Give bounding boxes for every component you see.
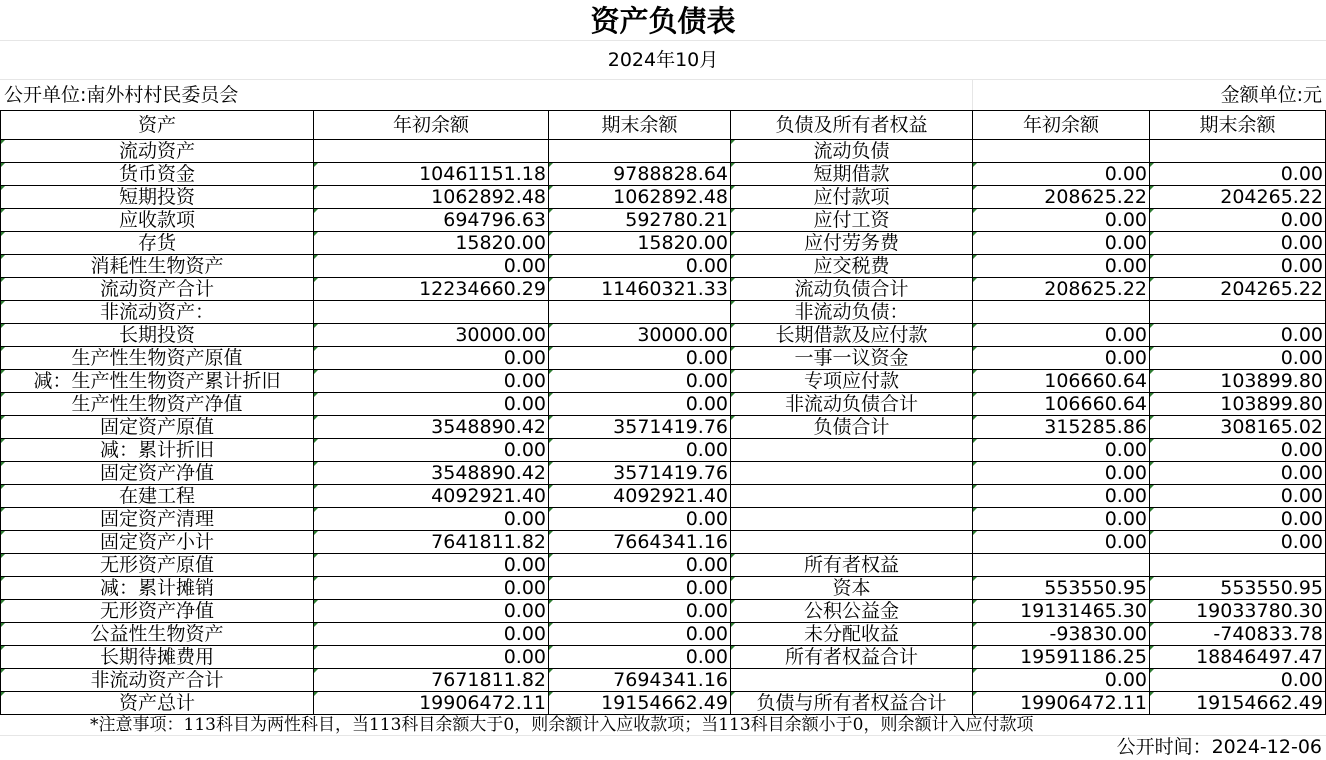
asset-closing-cell[interactable]: 0.00 xyxy=(549,255,731,278)
asset-closing-cell[interactable]: 0.00 xyxy=(549,646,731,669)
asset-item-cell[interactable]: 消耗性生物资产 xyxy=(1,255,314,278)
liability-item-cell[interactable]: 应付劳务费 xyxy=(731,232,973,255)
liability-item-cell[interactable] xyxy=(731,485,973,508)
liability-item-cell[interactable]: 所有者权益合计 xyxy=(731,646,973,669)
liability-opening-cell[interactable]: 0.00 xyxy=(973,531,1150,554)
asset-closing-cell[interactable]: 0.00 xyxy=(549,370,731,393)
table-row xyxy=(1,462,1326,485)
liability-closing-cell[interactable] xyxy=(1150,140,1326,163)
liability-opening-cell[interactable]: 0.00 xyxy=(973,255,1150,278)
liability-closing-cell[interactable]: 103899.80 xyxy=(1150,393,1326,416)
table-row xyxy=(1,416,1326,439)
liability-closing-cell[interactable]: 103899.80 xyxy=(1150,370,1326,393)
asset-opening-cell[interactable]: 0.00 xyxy=(314,393,549,416)
asset-opening-cell[interactable]: 7641811.82 xyxy=(314,531,549,554)
liability-opening-cell[interactable] xyxy=(973,140,1150,163)
liability-opening-cell[interactable]: 0.00 xyxy=(973,439,1150,462)
liability-opening-cell[interactable]: 0.00 xyxy=(973,347,1150,370)
liability-closing-cell[interactable]: 0.00 xyxy=(1150,324,1326,347)
asset-item-cell[interactable]: 应收款项 xyxy=(1,209,314,232)
liability-closing-cell[interactable]: 0.00 xyxy=(1150,485,1326,508)
table-row xyxy=(1,370,1326,393)
liability-item-cell[interactable]: 应付款项 xyxy=(731,186,973,209)
liability-closing-cell[interactable]: 0.00 xyxy=(1150,347,1326,370)
asset-closing-cell[interactable]: 15820.00 xyxy=(549,232,731,255)
asset-opening-cell[interactable] xyxy=(314,301,549,324)
asset-opening-cell[interactable]: 0.00 xyxy=(314,255,549,278)
asset-opening-cell[interactable]: 694796.63 xyxy=(314,209,549,232)
asset-closing-cell[interactable]: 7694341.16 xyxy=(549,669,731,692)
asset-item-cell[interactable]: 存货 xyxy=(1,232,314,255)
table-row xyxy=(1,600,1326,623)
liability-item-cell[interactable] xyxy=(731,531,973,554)
asset-item-cell[interactable]: 无形资产净值 xyxy=(1,600,314,623)
asset-closing-cell[interactable] xyxy=(549,140,731,163)
asset-item-cell[interactable]: 在建工程 xyxy=(1,485,314,508)
asset-opening-cell[interactable]: 19906472.11 xyxy=(314,692,549,715)
liability-opening-cell[interactable]: 315285.86 xyxy=(973,416,1150,439)
table-row xyxy=(1,669,1326,692)
asset-item-cell[interactable]: 固定资产清理 xyxy=(1,508,314,531)
asset-opening-cell[interactable]: 0.00 xyxy=(314,370,549,393)
liability-opening-cell[interactable]: 0.00 xyxy=(973,163,1150,186)
asset-opening-cell[interactable]: 0.00 xyxy=(314,439,549,462)
asset-closing-cell[interactable]: 7664341.16 xyxy=(549,531,731,554)
asset-item-cell[interactable]: 固定资产小计 xyxy=(1,531,314,554)
table-row xyxy=(1,209,1326,232)
asset-opening-cell[interactable] xyxy=(314,140,549,163)
liability-item-cell[interactable]: 非流动负债： xyxy=(731,301,973,324)
asset-opening-cell[interactable]: 0.00 xyxy=(314,646,549,669)
asset-closing-cell[interactable]: 0.00 xyxy=(549,439,731,462)
liability-closing-cell[interactable]: 204265.22 xyxy=(1150,186,1326,209)
asset-item-cell[interactable]: 生产性生物资产原值 xyxy=(1,347,314,370)
liability-closing-cell[interactable]: 308165.02 xyxy=(1150,416,1326,439)
asset-closing-cell[interactable]: 0.00 xyxy=(549,347,731,370)
asset-opening-cell[interactable]: 0.00 xyxy=(314,347,549,370)
liability-closing-cell[interactable]: 0.00 xyxy=(1150,255,1326,278)
liability-closing-cell[interactable] xyxy=(1150,301,1326,324)
asset-item-cell[interactable]: 非流动资产合计 xyxy=(1,669,314,692)
table-row xyxy=(1,577,1326,600)
asset-item-cell[interactable]: 减：生产性生物资产累计折旧 xyxy=(1,370,314,393)
table-body xyxy=(1,140,1326,715)
liability-closing-cell[interactable]: 553550.95 xyxy=(1150,577,1326,600)
asset-opening-cell[interactable]: 15820.00 xyxy=(314,232,549,255)
liability-opening-cell[interactable]: 19591186.25 xyxy=(973,646,1150,669)
asset-closing-cell[interactable]: 19154662.49 xyxy=(549,692,731,715)
header-assets-closing: 期末余额 xyxy=(549,111,731,140)
table-row xyxy=(1,301,1326,324)
report-period: 2024年10月 xyxy=(0,41,1326,80)
liability-item-cell[interactable] xyxy=(731,439,973,462)
asset-item-cell[interactable]: 固定资产净值 xyxy=(1,462,314,485)
liability-item-cell[interactable]: 专项应付款 xyxy=(731,370,973,393)
liability-closing-cell[interactable]: 19033780.30 xyxy=(1150,600,1326,623)
footnote: *注意事项：113科目为两性科目，当113科目余额大于0，则余额计入应收款项；当113科目余额小于0，则余额计入应付款项 xyxy=(90,715,1034,735)
table-row xyxy=(1,324,1326,347)
currency-unit: 金额单位:元 xyxy=(1220,84,1322,106)
asset-item-cell[interactable]: 无形资产原值 xyxy=(1,554,314,577)
asset-item-cell[interactable]: 减：累计折旧 xyxy=(1,439,314,462)
asset-item-cell[interactable]: 资产总计 xyxy=(1,692,314,715)
asset-item-cell[interactable]: 固定资产原值 xyxy=(1,416,314,439)
liability-item-cell[interactable]: 应付工资 xyxy=(731,209,973,232)
asset-opening-cell[interactable]: 0.00 xyxy=(314,577,549,600)
table-row xyxy=(1,485,1326,508)
liability-opening-cell[interactable]: 208625.22 xyxy=(973,278,1150,301)
asset-item-cell[interactable]: 减：累计摊销 xyxy=(1,577,314,600)
asset-closing-cell[interactable]: 30000.00 xyxy=(549,324,731,347)
asset-closing-cell[interactable]: 4092921.40 xyxy=(549,485,731,508)
asset-closing-cell[interactable]: 0.00 xyxy=(549,393,731,416)
liability-closing-cell[interactable]: 0.00 xyxy=(1150,439,1326,462)
liability-item-cell[interactable]: 一事一议资金 xyxy=(731,347,973,370)
grid-divider xyxy=(972,80,973,110)
header-liabilities-closing: 期末余额 xyxy=(1150,111,1326,140)
liability-opening-cell[interactable]: -93830.00 xyxy=(973,623,1150,646)
liability-item-cell[interactable]: 流动负债 xyxy=(731,140,973,163)
liability-opening-cell[interactable]: 553550.95 xyxy=(973,577,1150,600)
liability-item-cell[interactable]: 负债与所有者权益合计 xyxy=(731,692,973,715)
liability-closing-cell[interactable]: 0.00 xyxy=(1150,209,1326,232)
asset-closing-cell[interactable]: 9788828.64 xyxy=(549,163,731,186)
liability-item-cell[interactable]: 应交税费 xyxy=(731,255,973,278)
liability-closing-cell[interactable]: 0.00 xyxy=(1150,531,1326,554)
liability-item-cell[interactable]: 所有者权益 xyxy=(731,554,973,577)
header-assets: 资产 xyxy=(1,111,314,140)
asset-item-cell[interactable]: 货币资金 xyxy=(1,163,314,186)
asset-closing-cell[interactable]: 0.00 xyxy=(549,508,731,531)
publish-time: 公开时间：2024-12-06 xyxy=(1116,736,1322,758)
asset-closing-cell[interactable]: 1062892.48 xyxy=(549,186,731,209)
table-row xyxy=(1,255,1326,278)
liability-closing-cell[interactable] xyxy=(1150,554,1326,577)
liability-item-cell[interactable] xyxy=(731,669,973,692)
table-row xyxy=(1,163,1326,186)
liability-item-cell[interactable]: 短期借款 xyxy=(731,163,973,186)
liability-item-cell[interactable]: 资本 xyxy=(731,577,973,600)
liability-item-cell[interactable]: 流动负债合计 xyxy=(731,278,973,301)
table-header-row xyxy=(1,111,1326,140)
table-row xyxy=(1,186,1326,209)
asset-opening-cell[interactable]: 7671811.82 xyxy=(314,669,549,692)
liability-opening-cell[interactable]: 19131465.30 xyxy=(973,600,1150,623)
asset-opening-cell[interactable]: 1062892.48 xyxy=(314,186,549,209)
header-liabilities-opening: 年初余额 xyxy=(973,111,1150,140)
liability-closing-cell[interactable]: 204265.22 xyxy=(1150,278,1326,301)
liability-closing-cell[interactable]: 0.00 xyxy=(1150,163,1326,186)
liability-opening-cell[interactable]: 0.00 xyxy=(973,485,1150,508)
liability-closing-cell[interactable]: 0.00 xyxy=(1150,669,1326,692)
table-row xyxy=(1,232,1326,255)
asset-opening-cell[interactable]: 4092921.40 xyxy=(314,485,549,508)
liability-opening-cell[interactable]: 0.00 xyxy=(973,508,1150,531)
unit-row xyxy=(0,80,1326,110)
report-title: 资产负债表 xyxy=(0,0,1326,41)
asset-item-cell[interactable]: 流动资产合计 xyxy=(1,278,314,301)
table-row xyxy=(1,646,1326,669)
header-liabilities-equity: 负债及所有者权益 xyxy=(731,111,973,140)
liability-item-cell[interactable] xyxy=(731,462,973,485)
asset-opening-cell[interactable]: 3548890.42 xyxy=(314,416,549,439)
asset-closing-cell[interactable]: 3571419.76 xyxy=(549,462,731,485)
asset-closing-cell[interactable]: 592780.21 xyxy=(549,209,731,232)
liability-opening-cell[interactable]: 208625.22 xyxy=(973,186,1150,209)
table-row xyxy=(1,692,1326,715)
publishing-unit: 公开单位:南外村村民委员会 xyxy=(4,84,239,106)
table-row xyxy=(1,531,1326,554)
liability-opening-cell[interactable]: 0.00 xyxy=(973,462,1150,485)
liability-opening-cell[interactable]: 0.00 xyxy=(973,209,1150,232)
liability-item-cell[interactable]: 负债合计 xyxy=(731,416,973,439)
table-row xyxy=(1,508,1326,531)
asset-item-cell[interactable]: 长期投资 xyxy=(1,324,314,347)
asset-opening-cell[interactable]: 0.00 xyxy=(314,508,549,531)
liability-opening-cell[interactable]: 106660.64 xyxy=(973,370,1150,393)
asset-opening-cell[interactable]: 0.00 xyxy=(314,623,549,646)
header-assets-opening: 年初余额 xyxy=(314,111,549,140)
table-row xyxy=(1,623,1326,646)
asset-closing-cell[interactable]: 0.00 xyxy=(549,600,731,623)
table-row xyxy=(1,347,1326,370)
asset-opening-cell[interactable]: 3548890.42 xyxy=(314,462,549,485)
asset-closing-cell[interactable]: 3571419.76 xyxy=(549,416,731,439)
liability-item-cell[interactable]: 长期借款及应付款 xyxy=(731,324,973,347)
asset-closing-cell[interactable]: 0.00 xyxy=(549,623,731,646)
liability-item-cell[interactable]: 公积公益金 xyxy=(731,600,973,623)
asset-item-cell[interactable]: 短期投资 xyxy=(1,186,314,209)
liability-opening-cell[interactable]: 0.00 xyxy=(973,324,1150,347)
liability-opening-cell[interactable]: 0.00 xyxy=(973,232,1150,255)
liability-opening-cell[interactable]: 106660.64 xyxy=(973,393,1150,416)
asset-item-cell[interactable]: 非流动资产： xyxy=(1,301,314,324)
liability-closing-cell[interactable]: 0.00 xyxy=(1150,508,1326,531)
balance-sheet-table xyxy=(0,110,1326,715)
asset-opening-cell[interactable]: 10461151.18 xyxy=(314,163,549,186)
table-row xyxy=(1,140,1326,163)
asset-closing-cell[interactable]: 11460321.33 xyxy=(549,278,731,301)
asset-item-cell[interactable]: 流动资产 xyxy=(1,140,314,163)
table-row xyxy=(1,278,1326,301)
asset-item-cell[interactable]: 生产性生物资产净值 xyxy=(1,393,314,416)
liability-item-cell[interactable]: 未分配收益 xyxy=(731,623,973,646)
asset-item-cell[interactable]: 长期待摊费用 xyxy=(1,646,314,669)
liability-closing-cell[interactable]: 18846497.47 xyxy=(1150,646,1326,669)
footer-row xyxy=(0,735,1326,760)
table-row xyxy=(1,554,1326,577)
asset-closing-cell[interactable]: 0.00 xyxy=(549,577,731,600)
liability-opening-cell[interactable] xyxy=(973,301,1150,324)
asset-closing-cell[interactable] xyxy=(549,301,731,324)
asset-opening-cell[interactable]: 0.00 xyxy=(314,600,549,623)
liability-closing-cell[interactable]: 0.00 xyxy=(1150,232,1326,255)
liability-opening-cell[interactable]: 19906472.11 xyxy=(973,692,1150,715)
table-row xyxy=(1,439,1326,462)
asset-closing-cell[interactable]: 0.00 xyxy=(549,554,731,577)
liability-closing-cell[interactable]: 0.00 xyxy=(1150,462,1326,485)
liability-opening-cell[interactable] xyxy=(973,554,1150,577)
liability-opening-cell[interactable]: 0.00 xyxy=(973,669,1150,692)
liability-closing-cell[interactable]: 19154662.49 xyxy=(1150,692,1326,715)
table-row xyxy=(1,393,1326,416)
liability-closing-cell[interactable]: -740833.78 xyxy=(1150,623,1326,646)
asset-item-cell[interactable]: 公益性生物资产 xyxy=(1,623,314,646)
liability-item-cell[interactable] xyxy=(731,508,973,531)
asset-opening-cell[interactable]: 12234660.29 xyxy=(314,278,549,301)
asset-opening-cell[interactable]: 0.00 xyxy=(314,554,549,577)
asset-opening-cell[interactable]: 30000.00 xyxy=(314,324,549,347)
liability-item-cell[interactable]: 非流动负债合计 xyxy=(731,393,973,416)
